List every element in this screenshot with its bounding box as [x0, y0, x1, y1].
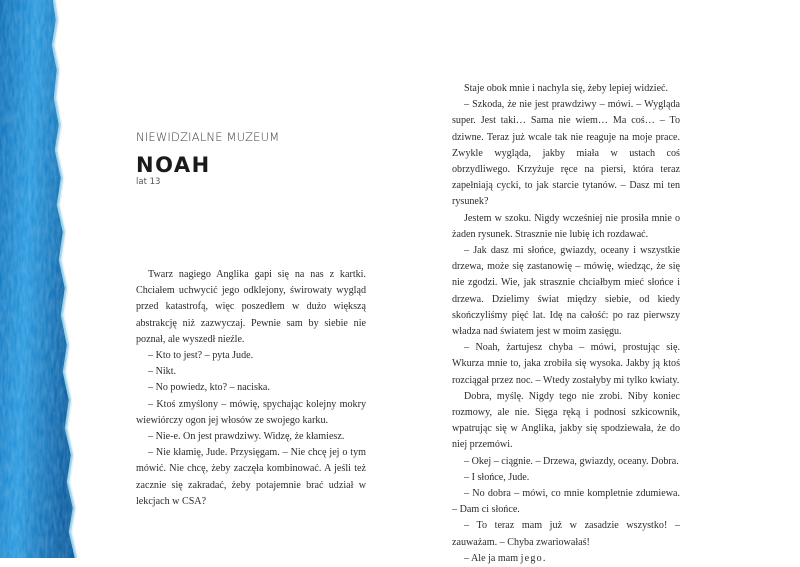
left-page-text: [136, 267, 366, 510]
narrator-age: lat 13: [136, 177, 161, 187]
paragraph: – Szkoda, że nie jest prawdziwy – mówi. – Wygląda super. Jest taki… Sama nie wiem… Ma coś… – To dziwne. Teraz już wcale tak nie reaguje na moje prace. Zwykle wygląda, jakby miała w ustach coś obrzydliwego. Krzyżuje ręce na piersi, która teraz zapełniają cycki, to jak starcie tytanów. – Dasz mi ten rysunek?: [452, 99, 680, 208]
paragraph: Staje obok mnie i nachyla się, żeby lepiej widzieć.: [464, 83, 669, 94]
right-page-text: [452, 81, 680, 567]
paragraph: – No powiedz, kto? – naciska.: [148, 382, 270, 394]
final-line: [452, 551, 680, 567]
paragraph: Dobra, myślę. Nigdy tego nie zrobi. Niby koniec rozmowy, ale nie. Sięga ręką i podnosi szkicownik, wpatrując się w Anglika, jakby się spodziewała, że do niej przemówi.: [452, 390, 680, 451]
paragraph: – No dobra – mówi, co mnie kompletnie zdumiewa. – Dam ci słońce.: [452, 488, 680, 516]
paragraph: – I słońce, Jude.: [464, 471, 530, 483]
chapter-title: NOAH: [136, 153, 211, 177]
torn-blue-paper-edge: [0, 0, 110, 558]
paragraph: – Nikt.: [148, 366, 177, 378]
chapter-header: [136, 130, 279, 188]
paragraph: – Jak dasz mi słońce, gwiazdy, oceany i wszystkie drzewa, może się zastanowię – mówię, wiedząc, że się nie zgodzi. Wie, jak strasznie chciałbym mieć słońce i drzewa. Dzielimy świat między siebie, od kiedy skończyliśmy pięć lat. Idę na całość: po raz pierwszy władza nad światem jest w moim zasięgu.: [452, 245, 680, 338]
final-period: .: [542, 552, 546, 564]
paragraph: – Ktoś zmyślony – mówię, spychając kolejny mokry wiewiórczy ogon jej włosów ze swojego karku.: [136, 398, 366, 426]
emphasized-word: jego: [520, 552, 543, 564]
paragraph: Jestem w szoku. Nigdy wcześniej nie prosiła mnie o żaden rysunek. Strasznie nie lubię ich rozdawać.: [452, 212, 680, 240]
final-line-text: – Ale ja mam: [464, 552, 519, 564]
paragraph: – Nie-e. On jest prawdziwy. Widzę, że kłamiesz.: [148, 431, 345, 443]
book-section-kicker: NIEWIDZIALNE MUZEUM: [136, 130, 280, 144]
paragraph: – Kto to jest? – pyta Jude.: [148, 350, 254, 362]
paragraph: Twarz nagiego Anglika gapi się na nas z kartki. Chciałem uchwycić jego odklejony, świrowaty wygląd przed katastrofą, więc poszedłem w dużo większą abstrakcję niż zazwyczaj. Pewnie sam by siebie nie poznał, ale wyszedł nieźle.: [136, 269, 366, 345]
paragraph: – Noah, żartujesz chyba – mówi, prostując się. Wkurza mnie to, jaka zrobiła się wysoka. Jakby ją ktoś rozciągał przez noc. – Wtedy zostałyby mi tylko kwiaty.: [452, 342, 680, 386]
paragraph: – Okej – ciągnie. – Drzewa, gwiazdy, oceany. Dobra.: [464, 455, 679, 467]
paragraph: – Nie kłamię, Jude. Przysięgam. – Nie chcę jej o tym mówić. Nie chcę, żeby zaczęła kombinować. A jeśli też zacznie się zakradać, żeby potajemnie brać udział w lekcjach w CSA?: [136, 447, 366, 507]
paragraph: – To teraz mam już w zasadzie wszystko! – zauważam. – Chyba zwariowałaś!: [452, 520, 680, 548]
